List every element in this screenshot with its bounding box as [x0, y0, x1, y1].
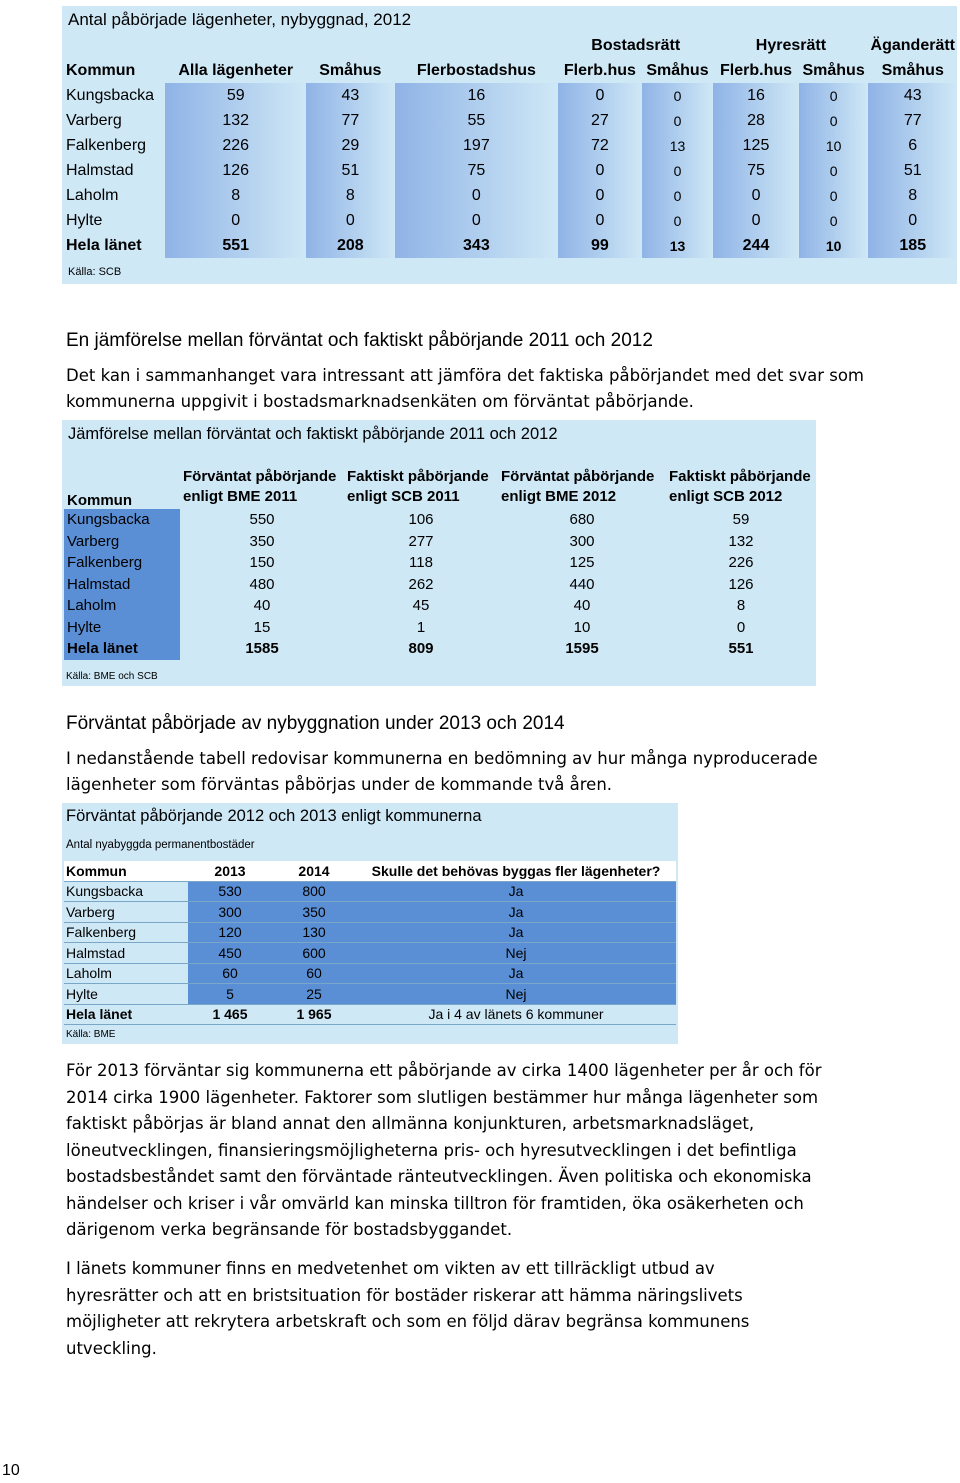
table-cell: Ja — [356, 902, 676, 923]
table-cell: 800 — [272, 881, 356, 902]
table-cell: 43 — [868, 83, 957, 108]
column-header-line2: enligt SCB 2012 — [669, 488, 783, 505]
table-cell: 1 465 — [188, 1004, 272, 1025]
table1 — [64, 33, 957, 258]
table3-row — [64, 943, 676, 964]
table-cell: 77 — [306, 108, 395, 133]
table-cell: 0 — [799, 83, 869, 108]
table1-total-row — [64, 233, 957, 258]
section2-heading: Förväntat påbörjade av nybyggnation under 2013 och 2014 — [66, 713, 565, 734]
table-cell: Ja — [356, 922, 676, 943]
table-cell: 244 — [713, 233, 798, 258]
table3-row — [64, 922, 676, 943]
row-label: Hela länet — [64, 1004, 188, 1025]
table1-row — [64, 83, 957, 108]
row-label: Laholm — [64, 183, 165, 208]
table-cell: 185 — [868, 233, 957, 258]
table-cell: Nej — [356, 943, 676, 964]
table-cell: 0 — [642, 83, 714, 108]
table-cell: 8 — [868, 183, 957, 208]
table-cell: 809 — [344, 638, 498, 660]
table3-row — [64, 963, 676, 984]
table1-row — [64, 208, 957, 233]
table-cell: 480 — [180, 574, 344, 596]
table3-subtitle: Antal nyabyggda permanentbostäder — [66, 839, 255, 851]
table-cell: 130 — [272, 922, 356, 943]
paragraph-line: I länets kommuner finns en medvetenhet om vikten av ett tillräckligt utbud av — [66, 1259, 715, 1278]
table-cell: 1 — [344, 617, 498, 639]
row-label: Hylte — [64, 208, 165, 233]
paragraph-line: löneutvecklingen, finansieringsmöjligheterna pris- och hyresutvecklingen i det befintliga — [66, 1140, 797, 1160]
table-cell: 10 — [799, 133, 869, 158]
table-cell: 6 — [868, 133, 957, 158]
column-header-line1: Förväntat påbörjande — [183, 468, 337, 485]
row-label: Hela länet — [64, 638, 180, 660]
table-cell: Nej — [356, 984, 676, 1005]
table-cell: 75 — [713, 158, 798, 183]
table-cell: 262 — [344, 574, 498, 596]
table-cell: 208 — [306, 233, 395, 258]
table2-row — [64, 531, 816, 553]
column-header: Småhus — [319, 61, 382, 79]
table1-row — [64, 183, 957, 208]
table-cell: 99 — [558, 233, 642, 258]
table-cell: 59 — [666, 509, 816, 531]
table-cell: 226 — [666, 552, 816, 574]
table1-title: Antal påbörjade lägenheter, nybyggnad, 2012 — [68, 10, 412, 29]
table-cell: 0 — [165, 208, 306, 233]
table-cell: 551 — [666, 638, 816, 660]
table3-row — [64, 902, 676, 923]
table3 — [64, 861, 676, 1025]
column-header: Kommun — [66, 61, 136, 79]
table-cell: 440 — [498, 574, 666, 596]
table1-row — [64, 133, 957, 158]
table-cell: 8 — [306, 183, 395, 208]
table-cell: 226 — [165, 133, 306, 158]
table-cell: 0 — [395, 208, 558, 233]
column-header: Flerb.hus — [563, 61, 636, 79]
paragraph-line: händelser och kriser i vår omvärld kan minska tilltron för framtiden, öka osäkerheten och — [66, 1193, 804, 1213]
table-cell: 13 — [642, 133, 714, 158]
table1-header-row — [64, 58, 957, 83]
table-cell: 77 — [868, 108, 957, 133]
column-header: Flerbostadshus — [416, 61, 536, 79]
table-cell: 29 — [306, 133, 395, 158]
paragraph-line: möjligheter att rekrytera arbetskraft och som en följd därav begränsa kommunens — [66, 1312, 750, 1331]
table1-row — [64, 158, 957, 183]
column-header: Kommun — [67, 492, 132, 509]
table-cell: 27 — [558, 108, 642, 133]
table-cell: 0 — [642, 183, 714, 208]
table-cell: 0 — [799, 183, 869, 208]
table-cell: 1 965 — [272, 1004, 356, 1025]
row-label: Halmstad — [64, 574, 180, 596]
table1-row — [64, 108, 957, 133]
table-cell: 60 — [272, 963, 356, 984]
table-cell: 343 — [395, 233, 558, 258]
table-cell: 0 — [642, 108, 714, 133]
table3-row — [64, 984, 676, 1005]
table-cell: 0 — [799, 108, 869, 133]
paragraph-line: 2014 cirka 1900 lägenheter. Faktorer som slutligen bestämmer hur många lägenheter som — [66, 1087, 819, 1107]
table-cell: 0 — [395, 183, 558, 208]
table-cell: 126 — [666, 574, 816, 596]
column-header: Flerb.hus — [720, 61, 793, 79]
table-cell: 132 — [666, 531, 816, 553]
row-label: Falkenberg — [64, 552, 180, 574]
table2-row — [64, 509, 816, 531]
table-cell: Ja — [356, 881, 676, 902]
table-cell: 300 — [188, 902, 272, 923]
column-header-line1: Faktiskt påbörjande — [347, 468, 489, 485]
table-cell: 10 — [498, 617, 666, 639]
table-cell: 0 — [642, 158, 714, 183]
row-label: Varberg — [64, 902, 188, 923]
column-header: Småhus — [802, 61, 865, 79]
table-cell: 55 — [395, 108, 558, 133]
row-label: Varberg — [64, 531, 180, 553]
table-cell: 72 — [558, 133, 642, 158]
paragraph-line: hyresrätter och att en bristsituation för bostäder riskerar att hämma näringslivets — [66, 1285, 743, 1305]
table-cell: 0 — [799, 208, 869, 233]
table-cell: 551 — [165, 233, 306, 258]
table-cell: 450 — [188, 943, 272, 964]
table2 — [64, 465, 816, 660]
column-header: 2013 — [188, 861, 272, 881]
table-cell: 132 — [165, 108, 306, 133]
table-cell: 45 — [344, 595, 498, 617]
table2-title: Jämförelse mellan förväntat och faktiskt påbörjande 2011 och 2012 — [68, 425, 558, 443]
section2-text: I nedanstående tabell redovisar kommunerna en bedömning av hur många nyproducerade lägenheter som förväntas påbörjas under de kommande två åren. — [66, 749, 818, 794]
table-cell: 550 — [180, 509, 344, 531]
paragraph-line: utveckling. — [66, 1338, 157, 1358]
column-header: Skulle det behövas byggas fler lägenheter? — [356, 861, 676, 881]
table-cell: 16 — [395, 83, 558, 108]
table-cell: 350 — [272, 902, 356, 923]
table-cell: 0 — [642, 208, 714, 233]
table-cell: 120 — [188, 922, 272, 943]
row-label: Halmstad — [64, 943, 188, 964]
row-label: Hylte — [64, 617, 180, 639]
column-header: Alla lägenheter — [178, 61, 294, 79]
table-cell: 40 — [180, 595, 344, 617]
column-header: Småhus — [881, 61, 944, 79]
table-cell: 25 — [272, 984, 356, 1005]
paragraph-line: faktiskt påbörjas är bland annat den allmänna konjunkturen, arbetsmarknadsläget, — [66, 1114, 755, 1133]
table-cell: 0 — [868, 208, 957, 233]
row-label: Halmstad — [64, 158, 165, 183]
table-cell: 0 — [306, 208, 395, 233]
section1-text: Det kan i sammanhanget vara intressant att jämföra det faktiska påbörjandet med det svar som kommunerna uppgivit i bostadsmarknadsenkäten om förväntat påbörjande. — [66, 366, 865, 411]
table-cell: 51 — [868, 158, 957, 183]
column-header-line2: enligt BME 2011 — [183, 488, 298, 505]
paragraph-line: För 2013 förväntar sig kommunerna ett påbörjande av cirka 1400 lägenheter per år och för — [66, 1061, 822, 1080]
table-cell: 8 — [165, 183, 306, 208]
table3-row — [64, 881, 676, 902]
table-cell: 0 — [713, 183, 798, 208]
paragraph-2 — [66, 1256, 896, 1362]
table-cell: 126 — [165, 158, 306, 183]
table-cell: 0 — [558, 83, 642, 108]
table-cell: 0 — [666, 617, 816, 639]
table-cell: 0 — [558, 158, 642, 183]
table-cell: 16 — [713, 83, 798, 108]
table-cell: 10 — [799, 233, 869, 258]
table-cell: 0 — [558, 183, 642, 208]
table-cell: 150 — [180, 552, 344, 574]
table-cell: 5 — [188, 984, 272, 1005]
table3-title: Förväntat påbörjande 2012 och 2013 enligt kommunerna — [66, 807, 482, 825]
table2-header-row — [64, 465, 816, 509]
table-cell: 277 — [344, 531, 498, 553]
table-cell: 0 — [558, 208, 642, 233]
table-cell: 530 — [188, 881, 272, 902]
table2-source: Källa: BME och SCB — [66, 671, 158, 682]
group-header-bostadsratt: Bostadsrätt — [591, 36, 681, 54]
table-cell: 300 — [498, 531, 666, 553]
row-label: Kungsbacka — [64, 509, 180, 531]
table-cell: 0 — [713, 208, 798, 233]
page-number: 10 — [2, 1462, 20, 1479]
table-cell: 15 — [180, 617, 344, 639]
table-cell: 59 — [165, 83, 306, 108]
table-cell: 350 — [180, 531, 344, 553]
table2-row — [64, 595, 816, 617]
paragraph-line: därigenom verka begränsande för bostadsbyggandet. — [66, 1220, 513, 1239]
table-cell: 125 — [713, 133, 798, 158]
column-header: Kommun — [64, 861, 188, 881]
table-cell: 60 — [188, 963, 272, 984]
row-label: Laholm — [64, 595, 180, 617]
table2-row — [64, 574, 816, 596]
column-header-line1: Förväntat påbörjande — [501, 468, 655, 485]
section1-heading: En jämförelse mellan förväntat och faktiskt påbörjande 2011 och 2012 — [66, 330, 653, 351]
table-cell: 75 — [395, 158, 558, 183]
table-cell: 106 — [344, 509, 498, 531]
table-cell: 680 — [498, 509, 666, 531]
table-cell: 28 — [713, 108, 798, 133]
table3-header-row — [64, 861, 676, 881]
table-cell: 8 — [666, 595, 816, 617]
paragraph-line: bostadsbeståndet samt den förväntade ränteutvecklingen. Även politiska och ekonomiska — [66, 1167, 812, 1186]
table-cell: 51 — [306, 158, 395, 183]
row-label: Falkenberg — [64, 922, 188, 943]
row-label: Hylte — [64, 984, 188, 1005]
table-cell: 197 — [395, 133, 558, 158]
row-label: Falkenberg — [64, 133, 165, 158]
table-cell: 1585 — [180, 638, 344, 660]
table2-total-row — [64, 638, 816, 660]
column-header: Småhus — [646, 61, 709, 79]
table-cell: Ja i 4 av länets 6 kommuner — [356, 1004, 676, 1025]
column-header-line2: enligt SCB 2011 — [347, 488, 460, 505]
table-cell: Ja — [356, 963, 676, 984]
table2-row — [64, 552, 816, 574]
table-cell: 125 — [498, 552, 666, 574]
table1-group-header-row — [64, 33, 957, 58]
row-label: Laholm — [64, 963, 188, 984]
table2-row — [64, 617, 816, 639]
table-cell: 600 — [272, 943, 356, 964]
table-cell: 40 — [498, 595, 666, 617]
table3-total-row — [64, 1004, 676, 1025]
table-cell: 43 — [306, 83, 395, 108]
table-cell: 1595 — [498, 638, 666, 660]
column-header: 2014 — [272, 861, 356, 881]
row-label: Varberg — [64, 108, 165, 133]
row-label: Hela länet — [64, 233, 165, 258]
table-cell: 118 — [344, 552, 498, 574]
table3-source: Källa: BME — [66, 1029, 116, 1040]
group-header-hyresratt: Hyresrätt — [755, 36, 827, 54]
column-header-line2: enligt BME 2012 — [501, 488, 617, 505]
group-header-aganderatt: Äganderätt — [870, 36, 955, 54]
column-header-line1: Faktiskt påbörjande — [669, 468, 811, 485]
paragraph-1 — [66, 1058, 896, 1244]
row-label: Kungsbacka — [64, 881, 188, 902]
table1-source: Källa: SCB — [68, 266, 122, 278]
row-label: Kungsbacka — [64, 83, 165, 108]
table-cell: 0 — [799, 158, 869, 183]
table-cell: 13 — [642, 233, 714, 258]
